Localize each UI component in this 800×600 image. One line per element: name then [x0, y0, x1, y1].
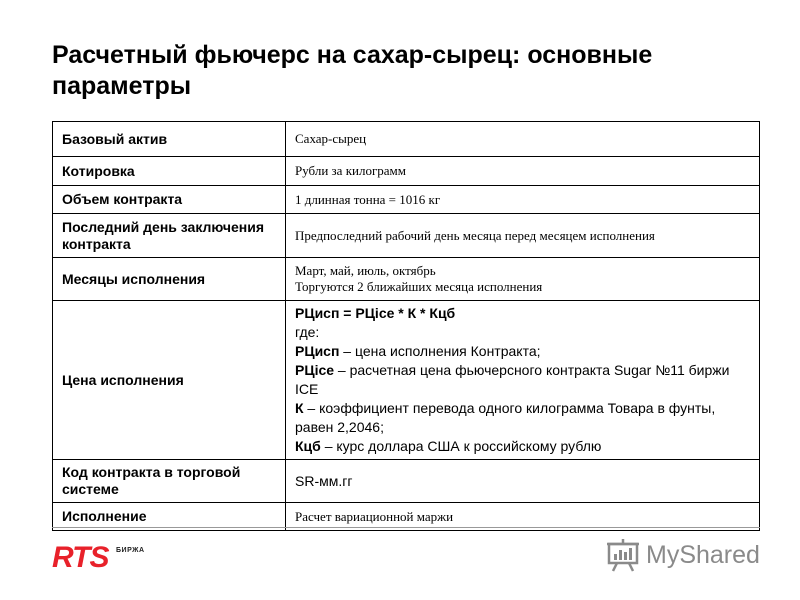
value-line: Торгуются 2 ближайших месяца исполнения — [295, 279, 543, 294]
table-row — [53, 214, 760, 258]
row-label: Последний день заключения контракта — [53, 214, 286, 258]
definition-term: РЦice — [295, 362, 335, 378]
row-value — [286, 301, 760, 460]
row-label: Базовый актив — [53, 122, 286, 157]
table-row — [53, 258, 760, 301]
rts-logo-text: RTS — [52, 541, 109, 574]
table-row — [53, 301, 760, 460]
row-label: Цена исполнения — [53, 301, 286, 460]
definition — [295, 342, 750, 361]
definition — [295, 437, 750, 456]
definition-text: – коэффициент перевода одного килограмма Товара в фунты, равен 2,2046; — [295, 400, 716, 435]
row-value: Рубли за килограмм — [286, 157, 760, 186]
myshared-logo-text: MyShared — [646, 541, 760, 569]
table-row — [53, 157, 760, 186]
myshared-logo — [606, 538, 766, 572]
row-value: Расчет вариационной маржи — [286, 503, 760, 531]
formula: РЦисп = РЦice * К * Кцб — [295, 305, 456, 321]
value-line: Март, май, июль, октябрь — [295, 263, 436, 278]
table-row — [53, 460, 760, 503]
definition-term: Кцб — [295, 438, 321, 454]
definition-text: – цена исполнения Контракта; — [339, 343, 541, 359]
table-row — [53, 122, 760, 157]
parameters-table — [52, 121, 760, 531]
definition-term: К — [295, 400, 304, 416]
page-title: Расчетный фьючерс на сахар-сырец: основные параметры — [52, 41, 653, 100]
rts-logo — [52, 541, 145, 574]
definition-text: – расчетная цена фьючерсного контракта Sugar №11 биржи ICE — [295, 362, 730, 397]
definition — [295, 399, 750, 437]
row-value: Сахар-сырец — [286, 122, 760, 157]
definition-text: – курс доллара США к российскому рублю — [320, 438, 602, 454]
row-label: Котировка — [53, 157, 286, 186]
row-value: 1 длинная тонна = 1016 кг — [286, 186, 760, 214]
definition — [295, 361, 750, 399]
where-text: где: — [295, 324, 320, 340]
row-value: SR-мм.гг — [286, 460, 760, 503]
definition-term: РЦисп — [295, 343, 340, 359]
row-label: Месяцы исполнения — [53, 258, 286, 301]
row-label: Исполнение — [53, 503, 286, 531]
presentation-board-icon — [606, 538, 642, 572]
row-label: Код контракта в торговой системе — [53, 460, 286, 503]
row-value — [286, 258, 760, 301]
rts-logo-subtitle: БИРЖА — [116, 547, 145, 554]
row-value: Предпоследний рабочий день месяца перед месяцем исполнения — [286, 214, 760, 258]
row-label: Объем контракта — [53, 186, 286, 214]
table-row — [53, 186, 760, 214]
footer-divider — [52, 527, 760, 528]
